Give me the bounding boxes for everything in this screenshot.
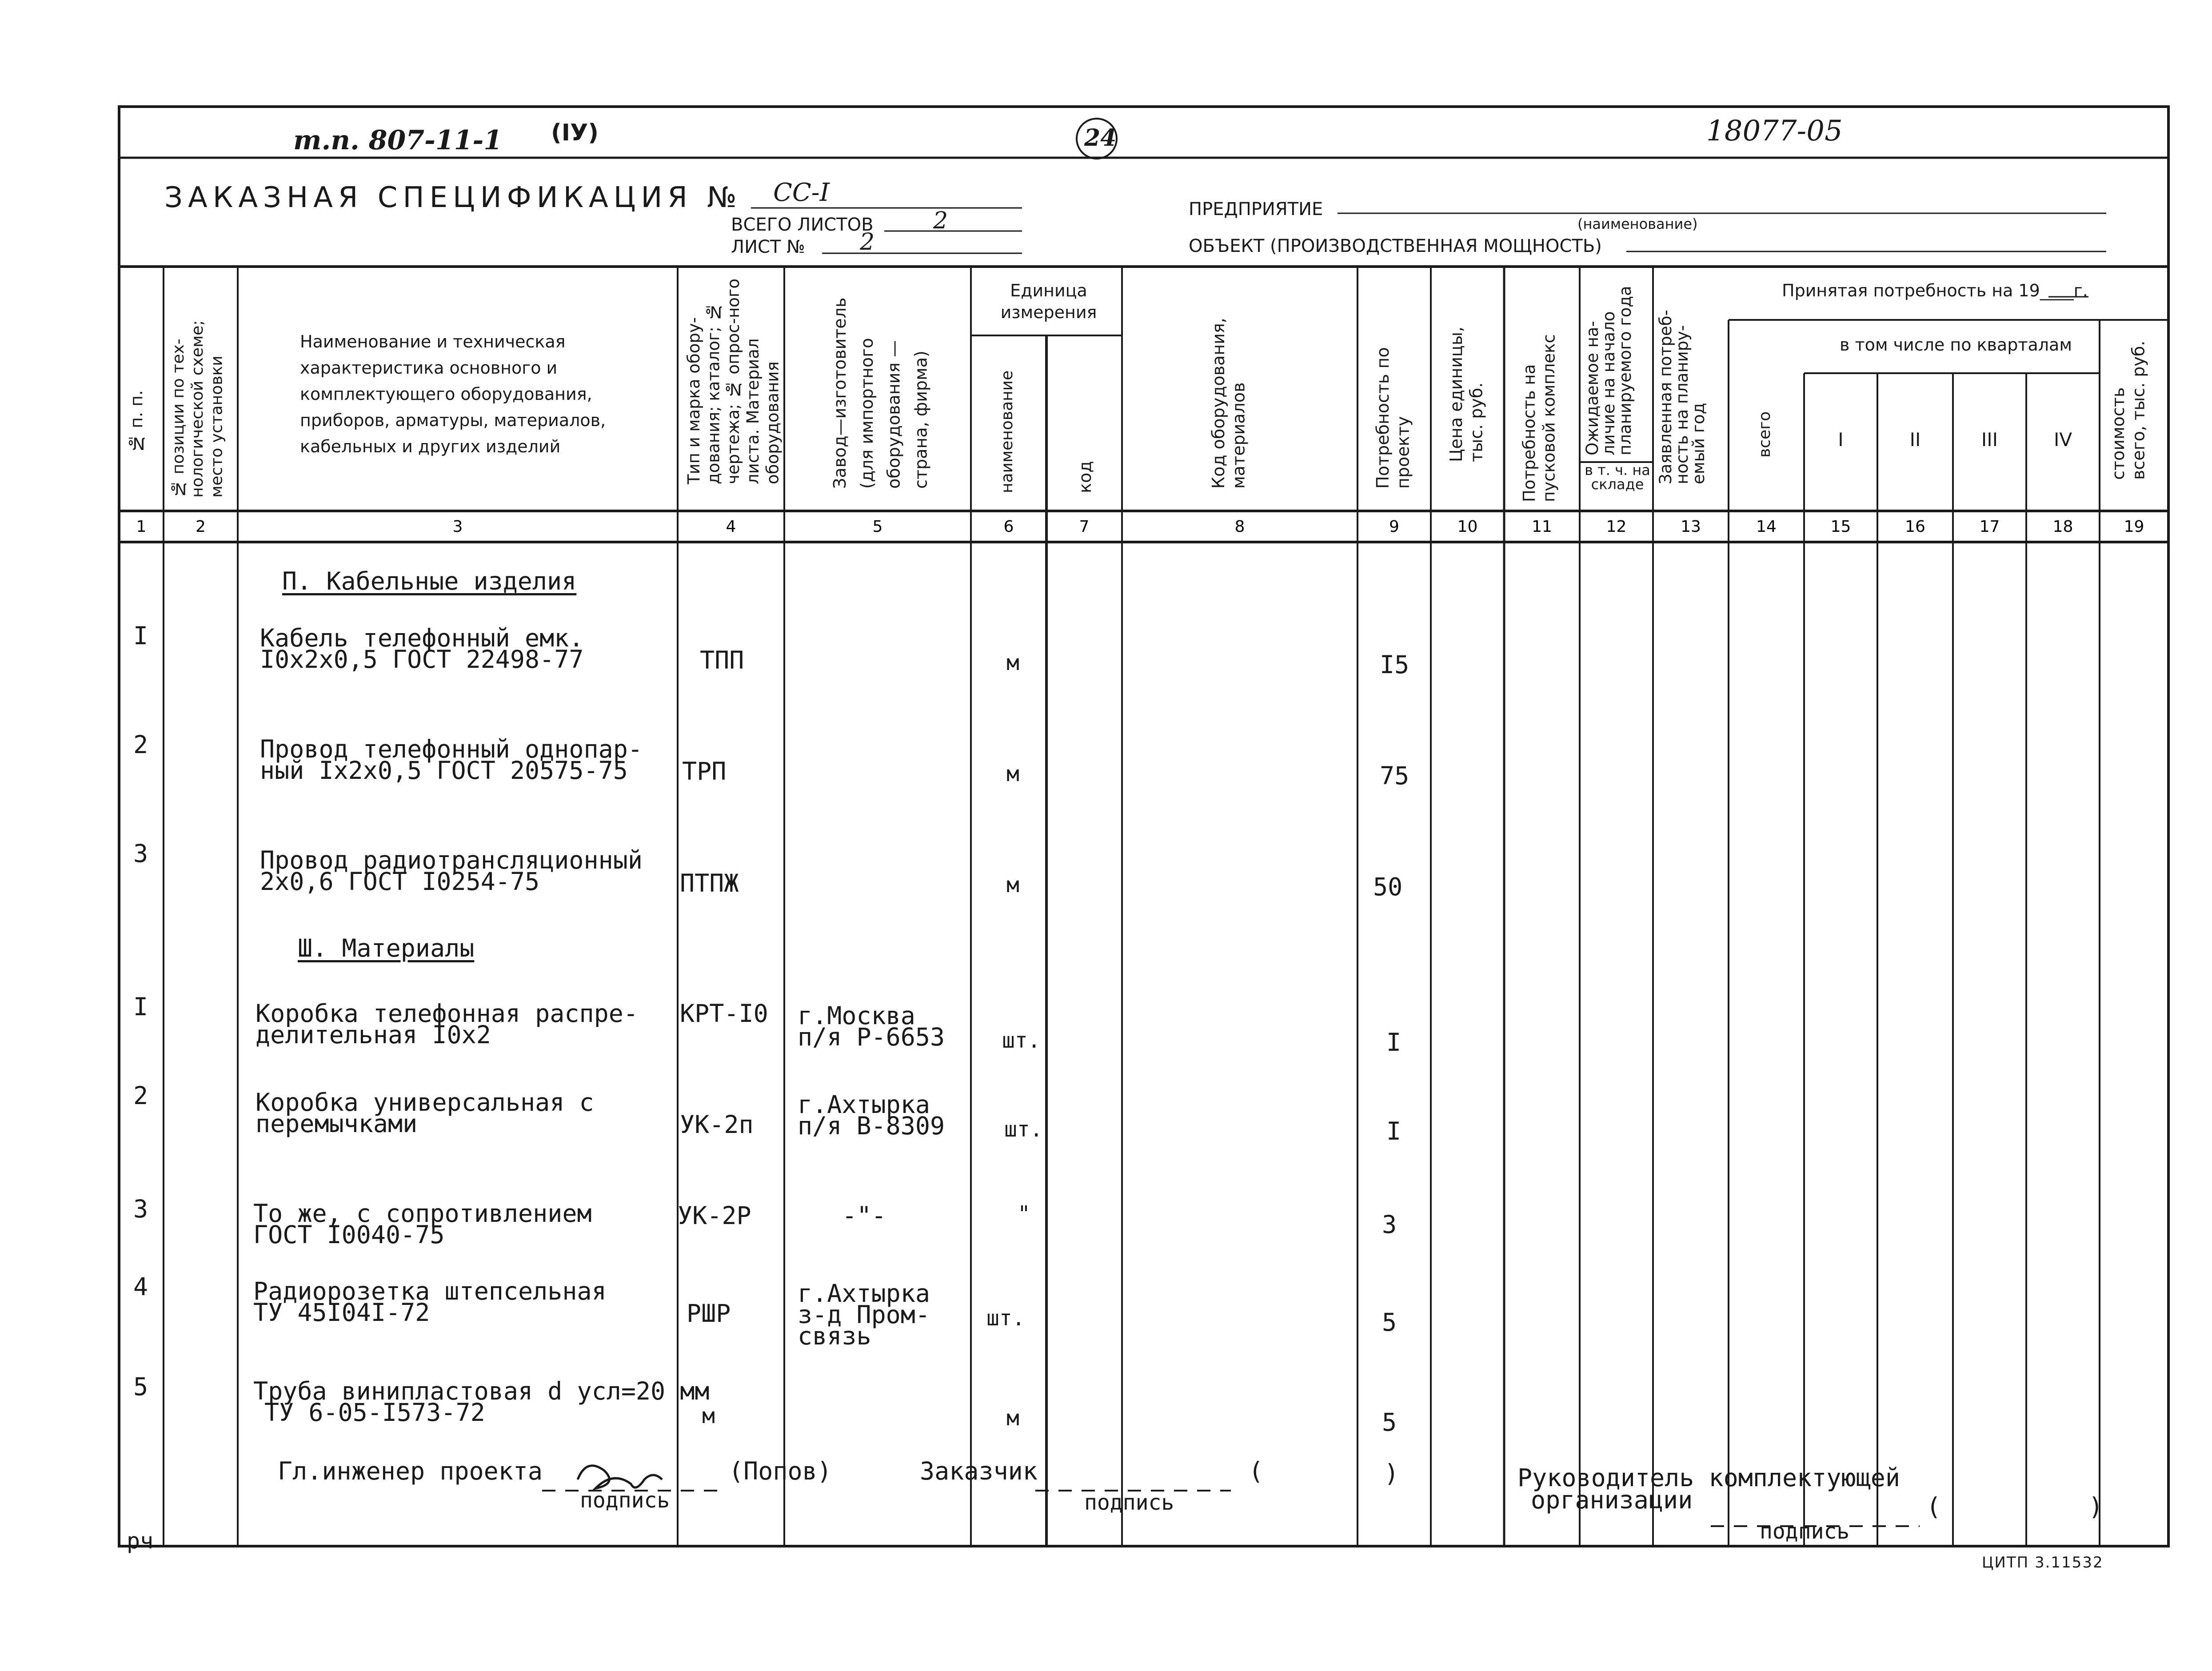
chief-signature-caption: подпись: [580, 1488, 670, 1513]
col-number-6: 6: [1003, 518, 1014, 536]
col-number-10: 10: [1457, 518, 1478, 536]
section-cables-text: П. Кабельные изделия: [282, 567, 577, 595]
sheet-no-label: ЛИСТ №: [731, 237, 805, 257]
accepted-header: Принятая потребность на 19____г.: [1782, 281, 2088, 300]
row-4-unit: шт.: [1002, 1028, 1041, 1053]
quarter-1-header: I: [1838, 429, 1844, 451]
row-3-unit: м: [1006, 873, 1019, 897]
col-number-18: 18: [2052, 518, 2073, 536]
customer-close-paren: ): [1384, 1459, 1399, 1488]
row-5-no: 2: [133, 1081, 148, 1110]
row-8-unit: м: [1006, 1406, 1019, 1431]
total-sheets-label: ВСЕГО ЛИСТОВ: [731, 215, 874, 235]
object-label: ОБЪЕКТ (ПРОИЗВОДСТВЕННАЯ МОЩНОСТЬ): [1189, 236, 1602, 256]
row-5-name-line2: перемычками: [256, 1109, 418, 1138]
col-number-4: 4: [726, 518, 736, 536]
col-number-3: 3: [452, 518, 463, 536]
row-4-no: I: [133, 993, 148, 1021]
col-header-1: № п. п.: [127, 390, 146, 453]
col-header-13: Заявленная потреб-ность на планиру-емый год: [1656, 310, 1708, 484]
row-2-type: ТРП: [682, 757, 727, 786]
row-4-name-line1: Коробка телефонная распре-: [256, 999, 638, 1028]
section-materials-text: Ш. Материалы: [298, 934, 475, 962]
col-number-11: 11: [1532, 518, 1552, 536]
row-4-maker-line1: г.Москва: [798, 1001, 915, 1030]
row-5-type: УК-2п: [680, 1110, 754, 1139]
unit-group-header: Единица измерения: [1000, 281, 1097, 323]
row-5-maker-line2: п/я В-8309: [798, 1112, 945, 1140]
row-1-qty: I5: [1380, 650, 1409, 679]
enterprise-label: ПРЕДПРИЯТИЕ: [1189, 199, 1323, 219]
row-6-no: 3: [133, 1195, 148, 1223]
customer-label: Заказчик: [920, 1457, 1038, 1485]
row-1-type: ТПП: [700, 646, 744, 674]
row-6-name-line1: То же, с сопротивлением: [253, 1199, 592, 1228]
row-2-unit: м: [1006, 762, 1019, 786]
col-number-17: 17: [1979, 518, 2000, 536]
col-header-8: Код оборудования, материалов: [1209, 318, 1249, 489]
row-6-qty: 3: [1382, 1210, 1397, 1239]
col-header-5: Завод—изготовитель (для импортного оборудования —страна, фирма): [830, 297, 931, 489]
row-4-name-line2: делительная I0x2: [256, 1021, 491, 1049]
row-2-name-line1: Провод телефонный однопар-: [260, 735, 643, 763]
print-code: ЦИТП 3.11532: [1982, 1554, 2104, 1571]
row-3-type: ПТПЖ: [680, 869, 739, 897]
sheet-no-value: 2: [860, 229, 875, 255]
col-header-10: Цена единицы, тыс. руб.: [1446, 327, 1486, 462]
col-header-11: Потребность на пусковой комплекс: [1520, 334, 1559, 502]
row-1-name-line2: I0x2x0,5 ГОСТ 22498-77: [260, 645, 584, 674]
col-header-19: стоимость всего, тыс. руб.: [2108, 340, 2148, 480]
row-8-no: 5: [133, 1372, 148, 1401]
section-cables: [282, 567, 577, 595]
col-header-2: № позиции по тех-нологической схеме; место установки: [169, 320, 226, 498]
supplier-label-line2: организации: [1531, 1486, 1693, 1514]
row-7-name-line2: ТУ 45I04I-72: [253, 1298, 430, 1327]
quarters-header: в том числе по кварталам: [1840, 335, 2072, 355]
row-6-type: УК-2Р: [678, 1201, 751, 1230]
col-header-4: Тип и марка обору-дования; каталог; № чертежа; № опрос-ного листа. Материал оборудования: [684, 279, 783, 484]
row-8-qty: 5: [1382, 1408, 1397, 1436]
col-header-12-sub: в т. ч. на складе: [1585, 462, 1650, 493]
row-2-qty: 75: [1380, 762, 1409, 790]
row-7-no: 4: [133, 1272, 148, 1301]
row-4-qty: I: [1386, 1028, 1401, 1057]
row-1-no: I: [133, 622, 148, 650]
row-6-unit: ": [1018, 1201, 1030, 1226]
col-header-14: всего: [1756, 411, 1774, 458]
col-number-9: 9: [1389, 518, 1399, 536]
part-label: (IУ): [551, 120, 599, 146]
row-5-maker-line1: г.Ахтырка: [798, 1090, 930, 1119]
supplier-open-paren: (: [1926, 1492, 1941, 1521]
corner-mark: рч: [127, 1528, 154, 1554]
customer-open-paren: (: [1249, 1457, 1264, 1485]
col-number-5: 5: [872, 518, 883, 536]
row-1-unit: м: [1006, 650, 1019, 675]
col-number-16: 16: [1905, 518, 1925, 536]
row-2-name-line2: ный Iх2х0,5 ГОСТ 20575-75: [260, 756, 628, 785]
col-header-3: Наименование и техническая характеристика основного и комплектующего оборудования, приборов, арматуры, материалов, кабельных и других изделий: [300, 332, 606, 456]
row-3-qty: 50: [1373, 873, 1403, 901]
row-1-name-line1: Кабель телефонный емк.: [260, 624, 584, 652]
row-4-type: КРТ-I0: [680, 999, 768, 1028]
col-number-2: 2: [196, 518, 206, 536]
col-header-12: Ожидаемое на-личие на начало планируемого года: [1583, 286, 1635, 455]
col-header-7: код: [1075, 461, 1095, 493]
supplier-label-line1: Руководитель комплектующей: [1517, 1464, 1900, 1492]
col-number-12: 12: [1606, 518, 1627, 536]
quarter-4-header: IV: [2053, 429, 2072, 451]
spec-number: СС-I: [773, 178, 830, 207]
quarter-2-header: II: [1909, 429, 1921, 451]
row-5-unit: шт.: [1004, 1117, 1043, 1142]
row-7-name-line1: Радиорозетка штепсельная: [253, 1277, 607, 1305]
row-6-maker-line1: -"-: [842, 1201, 886, 1230]
row-8-name-line2: ТУ 6-05-I573-72: [264, 1398, 485, 1427]
row-5-qty: I: [1386, 1117, 1401, 1145]
total-sheets-value: 2: [933, 207, 948, 234]
row-7-type: РШР: [687, 1299, 731, 1328]
naming-note: (наименование): [1577, 215, 1698, 232]
row-8-type: м: [702, 1404, 715, 1428]
supplier-signature-caption: подпись: [1760, 1519, 1850, 1544]
row-7-qty: 5: [1382, 1308, 1397, 1336]
row-7-unit: шт.: [986, 1306, 1025, 1331]
col-number-15: 15: [1830, 518, 1851, 536]
row-3-name-line1: Провод радиотрансляционный: [260, 846, 643, 874]
col-header-6: наименование: [998, 370, 1016, 493]
row-6-name-line2: ГОСТ I0040-75: [253, 1220, 445, 1249]
chief-engineer-name: (Попов): [729, 1457, 832, 1485]
row-4-maker-line2: п/я Р-6653: [798, 1023, 945, 1051]
customer-signature-caption: подпись: [1084, 1490, 1174, 1515]
col-number-19: 19: [2124, 518, 2144, 536]
quarter-3-header: III: [1981, 429, 1998, 451]
chief-engineer-label: Гл.инженер проекта: [278, 1457, 543, 1485]
supplier-close-paren: ): [2088, 1492, 2104, 1521]
sheet-circle-number: 24: [1084, 124, 1117, 152]
row-7-maker-line2: з-д Пром-: [798, 1300, 930, 1329]
row-2-no: 2: [133, 730, 148, 759]
col-header-9: Потребность по проекту: [1373, 347, 1413, 489]
col-number-13: 13: [1681, 518, 1701, 536]
row-8-name-line1: Труба винипластовая d усл=20 мм: [253, 1377, 710, 1405]
row-7-maker-line3: связь: [798, 1322, 871, 1350]
col-number-14: 14: [1756, 518, 1777, 536]
row-5-name-line1: Коробка универсальная с: [256, 1088, 594, 1117]
spec-title: ЗАКАЗНАЯ СПЕЦИФИКАЦИЯ №: [164, 181, 742, 214]
row-7-maker-line1: г.Ахтырка: [798, 1279, 930, 1308]
row-3-no: 3: [133, 839, 148, 868]
col-number-8: 8: [1234, 518, 1245, 536]
document-number: 18077-05: [1706, 115, 1843, 148]
row-3-name-line2: 2х0,6 ГОСТ I0254-75: [260, 867, 540, 896]
col-number-7: 7: [1079, 518, 1090, 536]
tp-code: т.п. 807-11-1: [293, 125, 503, 156]
section-materials: [298, 934, 475, 962]
col-number-1: 1: [136, 518, 147, 536]
